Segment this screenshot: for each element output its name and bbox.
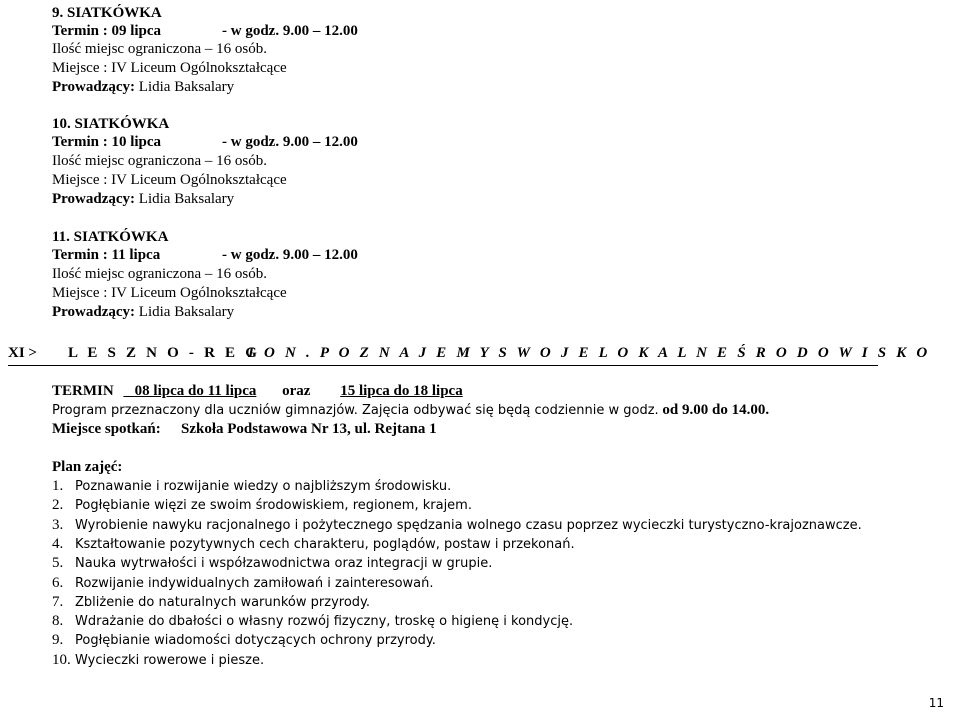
leader-name: Lidia Baksalary [138, 191, 235, 207]
plan-item [52, 593, 370, 612]
plan-item [52, 574, 434, 593]
term-conjunction: oraz [282, 383, 311, 399]
plan-item [52, 651, 264, 670]
plan-item-text: Wdrażanie do dbałości o własny rozwój fizyczny, troskę o higienę i kondycję. [75, 614, 574, 630]
leader-name: Lidia Baksalary [138, 79, 235, 95]
plan-item [52, 631, 436, 650]
plan-item-text: Pogłębianie więzi ze swoim środowiskiem, regionem, krajem. [75, 498, 472, 514]
section-xi-title-part1: L E S Z N O - R E G [68, 345, 261, 361]
section-9-leader [52, 78, 234, 96]
plan-item [52, 554, 492, 573]
plan-item-number: 3. [52, 516, 64, 533]
term-prefix: TERMIN [52, 383, 114, 399]
plan-item [52, 612, 573, 631]
plan-item [52, 516, 862, 535]
section-10-places: Ilość miejsc ograniczona – 16 osób. [52, 153, 267, 169]
plan-item-number: 10. [52, 651, 71, 668]
plan-item-number: 8. [52, 613, 64, 630]
section-9-heading: 9. SIATKÓWKA [52, 5, 162, 21]
section-11-leader [52, 303, 234, 321]
plan-item-text: Poznawanie i rozwijanie wiedzy o najbliższym środowisku. [75, 479, 452, 494]
section-9-term [52, 22, 358, 40]
plan-label: Plan zajęć: [52, 459, 123, 475]
plan-item-number: 5. [52, 555, 64, 572]
section-xi-term [52, 382, 463, 400]
plan-item-number: 6. [52, 574, 64, 591]
term-label: Termin : 11 lipca [52, 247, 161, 263]
plan-item [52, 477, 451, 496]
section-xi-program [52, 401, 769, 420]
section-10-leader [52, 190, 234, 208]
section-10-term [52, 133, 358, 151]
plan-item-number: 4. [52, 535, 64, 552]
section-9-place: Miejsce : IV Liceum Ogólnokształcące [52, 60, 287, 76]
section-11-places: Ilość miejsc ograniczona – 16 osób. [52, 266, 267, 282]
term-time: - w godz. 9.00 – 12.00 [222, 23, 358, 39]
plan-item-text: Rozwijanie indywidualnych zamiłowań i zainteresowań. [75, 575, 434, 591]
term-time: - w godz. 9.00 – 12.00 [222, 247, 358, 263]
plan-item-text: Wycieczki rowerowe i piesze. [75, 652, 265, 668]
term-range-1: 08 lipca do 11 lipca [134, 383, 257, 399]
section-xi-number: XI > [8, 345, 37, 361]
plan-item-number: 9. [52, 632, 64, 649]
section-11-heading: 11. SIATKÓWKA [52, 229, 169, 245]
meeting-label: Miejsce spotkań: [52, 421, 161, 437]
section-9-places: Ilość miejsc ograniczona – 16 osób. [52, 41, 267, 57]
plan-item [52, 535, 575, 554]
page-number: 11 [928, 696, 944, 710]
section-11-term [52, 246, 358, 264]
section-xi-title-part2: I O N . P O Z N A J E M Y S W O J E L O K A L N E Ś R O D O W I S K O [248, 345, 931, 361]
leader-label: Prowadzący: [52, 191, 136, 207]
plan-item-text: Nauka wytrwałości i współzawodnictwa oraz integracji w grupie. [75, 556, 493, 572]
plan-item-text: Wyrobienie nawyku racjonalnego i pożytecznego spędzania wolnego czasu poprzez wycieczki turystyczno-krajoznawcze. [75, 517, 862, 533]
section-11-place: Miejsce : IV Liceum Ogólnokształcące [52, 285, 287, 301]
section-10-heading: 10. SIATKÓWKA [52, 116, 170, 132]
section-10-place: Miejsce : IV Liceum Ogólnokształcące [52, 172, 287, 188]
leader-label: Prowadzący: [52, 304, 136, 320]
plan-item-text: Pogłębianie wiadomości dotyczących ochrony przyrody. [75, 633, 436, 649]
term-time: - w godz. 9.00 – 12.00 [222, 134, 358, 150]
plan-item-number: 7. [52, 593, 64, 610]
leader-label: Prowadzący: [52, 79, 136, 95]
term-label: Termin : 09 lipca [52, 23, 162, 39]
section-xi-meeting [52, 420, 437, 438]
plan-item-number: 1. [52, 478, 64, 494]
plan-item-text: Kształtowanie pozytywnych cech charakteru, poglądów, postaw i przekonań. [75, 536, 575, 552]
program-text: Program przeznaczony dla uczniów gimnazjów. Zajęcia odbywać się będą codziennie w godz. [52, 403, 659, 418]
section-xi-heading [8, 343, 931, 366]
term-range-2: 15 lipca do 18 lipca [340, 383, 463, 399]
plan-item-number: 2. [52, 497, 64, 514]
leader-name: Lidia Baksalary [138, 304, 235, 320]
term-label: Termin : 10 lipca [52, 134, 162, 150]
meeting-place: Szkoła Podstawowa Nr 13, ul. Rejtana 1 [181, 421, 437, 437]
program-hours: od 9.00 do 14.00. [662, 402, 770, 418]
plan-item [52, 496, 472, 515]
plan-item-text: Zbliżenie do naturalnych warunków przyrody. [75, 594, 370, 610]
